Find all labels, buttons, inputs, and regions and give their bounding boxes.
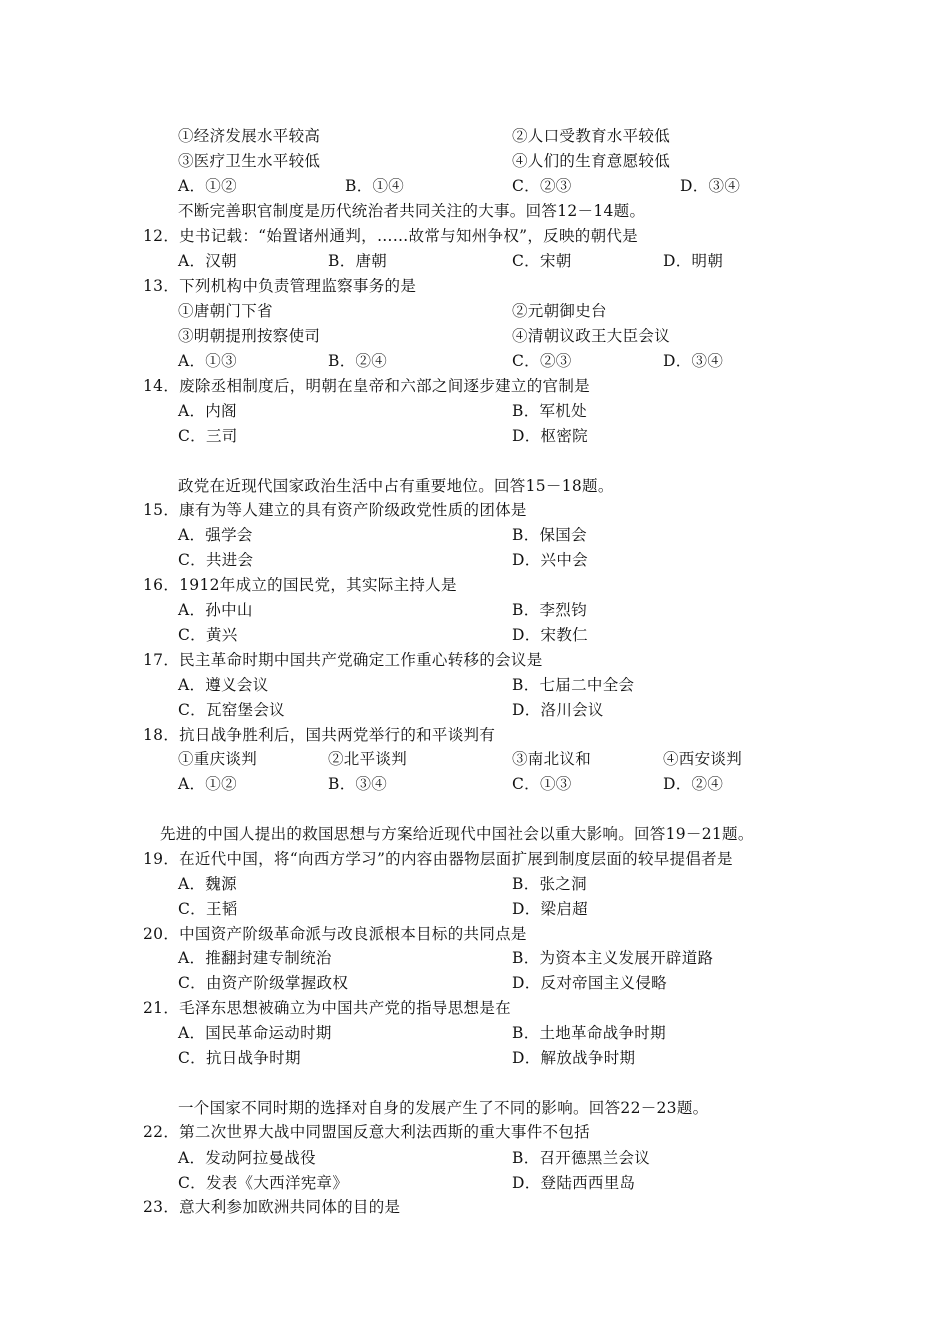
q14-stem: 14．废除丞相制度后，明朝在皇帝和六部之间逐步建立的官制是	[143, 377, 590, 395]
q17-option-c: C．瓦窑堡会议	[178, 701, 285, 719]
q15-option-a: A．强学会	[178, 526, 253, 544]
q12-option-b: B．唐朝	[328, 252, 388, 270]
section-intro-19-21: 先进的中国人提出的救国思想与方案给近现代中国社会以重大影响。回答19－21题。	[160, 825, 754, 843]
q13-item-2: ②元朝御史台	[512, 302, 607, 320]
q22-option-a: A．发动阿拉曼战役	[178, 1149, 316, 1167]
q11-option-d: D．③④	[680, 177, 741, 195]
q21-option-d: D．解放战争时期	[512, 1049, 636, 1067]
q16-stem: 16．1912年成立的国民党，其实际主持人是	[143, 576, 457, 594]
q18-stem: 18．抗日战争胜利后，国共两党举行的和平谈判有	[143, 726, 496, 744]
q13-item-4: ④清朝议政王大臣会议	[512, 327, 671, 345]
q19-option-a: A．魏源	[178, 875, 237, 893]
q15-option-b: B．保国会	[512, 526, 587, 544]
q21-option-a: A．国民革命运动时期	[178, 1024, 332, 1042]
q11-item-4: ④人们的生育意愿较低	[512, 152, 671, 170]
q18-option-d: D．②④	[663, 775, 724, 793]
q13-item-3: ③明朝提刑按察使司	[178, 327, 321, 345]
q15-option-c: C．共进会	[178, 551, 254, 569]
q17-option-b: B．七届二中全会	[512, 676, 635, 694]
q17-stem: 17．民主革命时期中国共产党确定工作重心转移的会议是	[143, 651, 543, 669]
q12-option-a: A．汉朝	[178, 252, 237, 270]
q19-stem: 19．在近代中国，将“向西方学习”的内容由器物层面扩展到制度层面的较早提倡者是	[143, 850, 733, 868]
q13-stem: 13．下列机构中负责管理监察事务的是	[143, 277, 417, 295]
q22-option-b: B．召开德黑兰会议	[512, 1149, 651, 1167]
q18-item-4: ④西安谈判	[663, 750, 743, 768]
q22-option-c: C．发表《大西洋宪章》	[178, 1174, 349, 1192]
q23-stem: 23．意大利参加欧洲共同体的目的是	[143, 1198, 401, 1216]
q13-option-c: C．②③	[512, 352, 572, 370]
q14-option-a: A．内阁	[178, 402, 237, 420]
q11-option-a: A．①②	[178, 177, 237, 195]
q18-option-c: C．①③	[512, 775, 572, 793]
q16-option-d: D．宋教仁	[512, 626, 588, 644]
q11-option-b: B．①④	[345, 177, 405, 195]
q19-option-d: D．梁启超	[512, 900, 588, 918]
q12-option-d: D．明朝	[663, 252, 724, 270]
q20-option-a: A．推翻封建专制统治	[178, 949, 332, 967]
section-intro-22-23: 一个国家不同时期的选择对自身的发展产生了不同的影响。回答22－23题。	[178, 1099, 709, 1117]
q15-stem: 15．康有为等人建立的具有资产阶级政党性质的团体是	[143, 501, 527, 519]
q11-item-2: ②人口受教育水平较低	[512, 127, 671, 145]
q13-option-b: B．②④	[328, 352, 388, 370]
q13-option-a: A．①③	[178, 352, 237, 370]
q12-option-c: C．宋朝	[512, 252, 572, 270]
q21-stem: 21．毛泽东思想被确立为中国共产党的指导思想是在	[143, 999, 511, 1017]
q15-option-d: D．兴中会	[512, 551, 588, 569]
q13-item-1: ①唐朝门下省	[178, 302, 273, 320]
q14-option-c: C．三司	[178, 427, 238, 445]
q18-item-2: ②北平谈判	[328, 750, 408, 768]
q20-option-c: C．由资产阶级掌握政权	[178, 974, 349, 992]
section-intro-15-18: 政党在近现代国家政治生活中占有重要地位。回答15－18题。	[178, 477, 614, 495]
q21-option-c: C．抗日战争时期	[178, 1049, 301, 1067]
q20-option-b: B．为资本主义发展开辟道路	[512, 949, 714, 967]
q22-option-d: D．登陆西西里岛	[512, 1174, 636, 1192]
q18-item-3: ③南北议和	[512, 750, 592, 768]
q19-option-c: C．王韬	[178, 900, 238, 918]
q18-option-a: A．①②	[178, 775, 237, 793]
q11-option-c: C．②③	[512, 177, 572, 195]
q13-option-d: D．③④	[663, 352, 724, 370]
q18-item-1: ①重庆谈判	[178, 750, 258, 768]
q20-option-d: D．反对帝国主义侵略	[512, 974, 667, 992]
q16-option-a: A．孙中山	[178, 601, 253, 619]
q21-option-b: B．土地革命战争时期	[512, 1024, 666, 1042]
q17-option-a: A．遵义会议	[178, 676, 269, 694]
q19-option-b: B．张之洞	[512, 875, 587, 893]
q16-option-b: B．李烈钧	[512, 601, 587, 619]
q22-stem: 22．第二次世界大战中同盟国反意大利法西斯的重大事件不包括	[143, 1123, 590, 1141]
q18-option-b: B．③④	[328, 775, 388, 793]
q16-option-c: C．黄兴	[178, 626, 238, 644]
q11-item-1: ①经济发展水平较高	[178, 127, 321, 145]
section-intro-12-14: 不断完善职官制度是历代统治者共同关注的大事。回答12－14题。	[178, 202, 646, 220]
q20-stem: 20．中国资产阶级革命派与改良派根本目标的共同点是	[143, 925, 527, 943]
q11-item-3: ③医疗卫生水平较低	[178, 152, 321, 170]
q14-option-d: D．枢密院	[512, 427, 588, 445]
q14-option-b: B．军机处	[512, 402, 587, 420]
q17-option-d: D．洛川会议	[512, 701, 604, 719]
q12-stem: 12．史书记载：“始置诸州通判，……故常与知州争权”，反映的朝代是	[143, 227, 638, 245]
